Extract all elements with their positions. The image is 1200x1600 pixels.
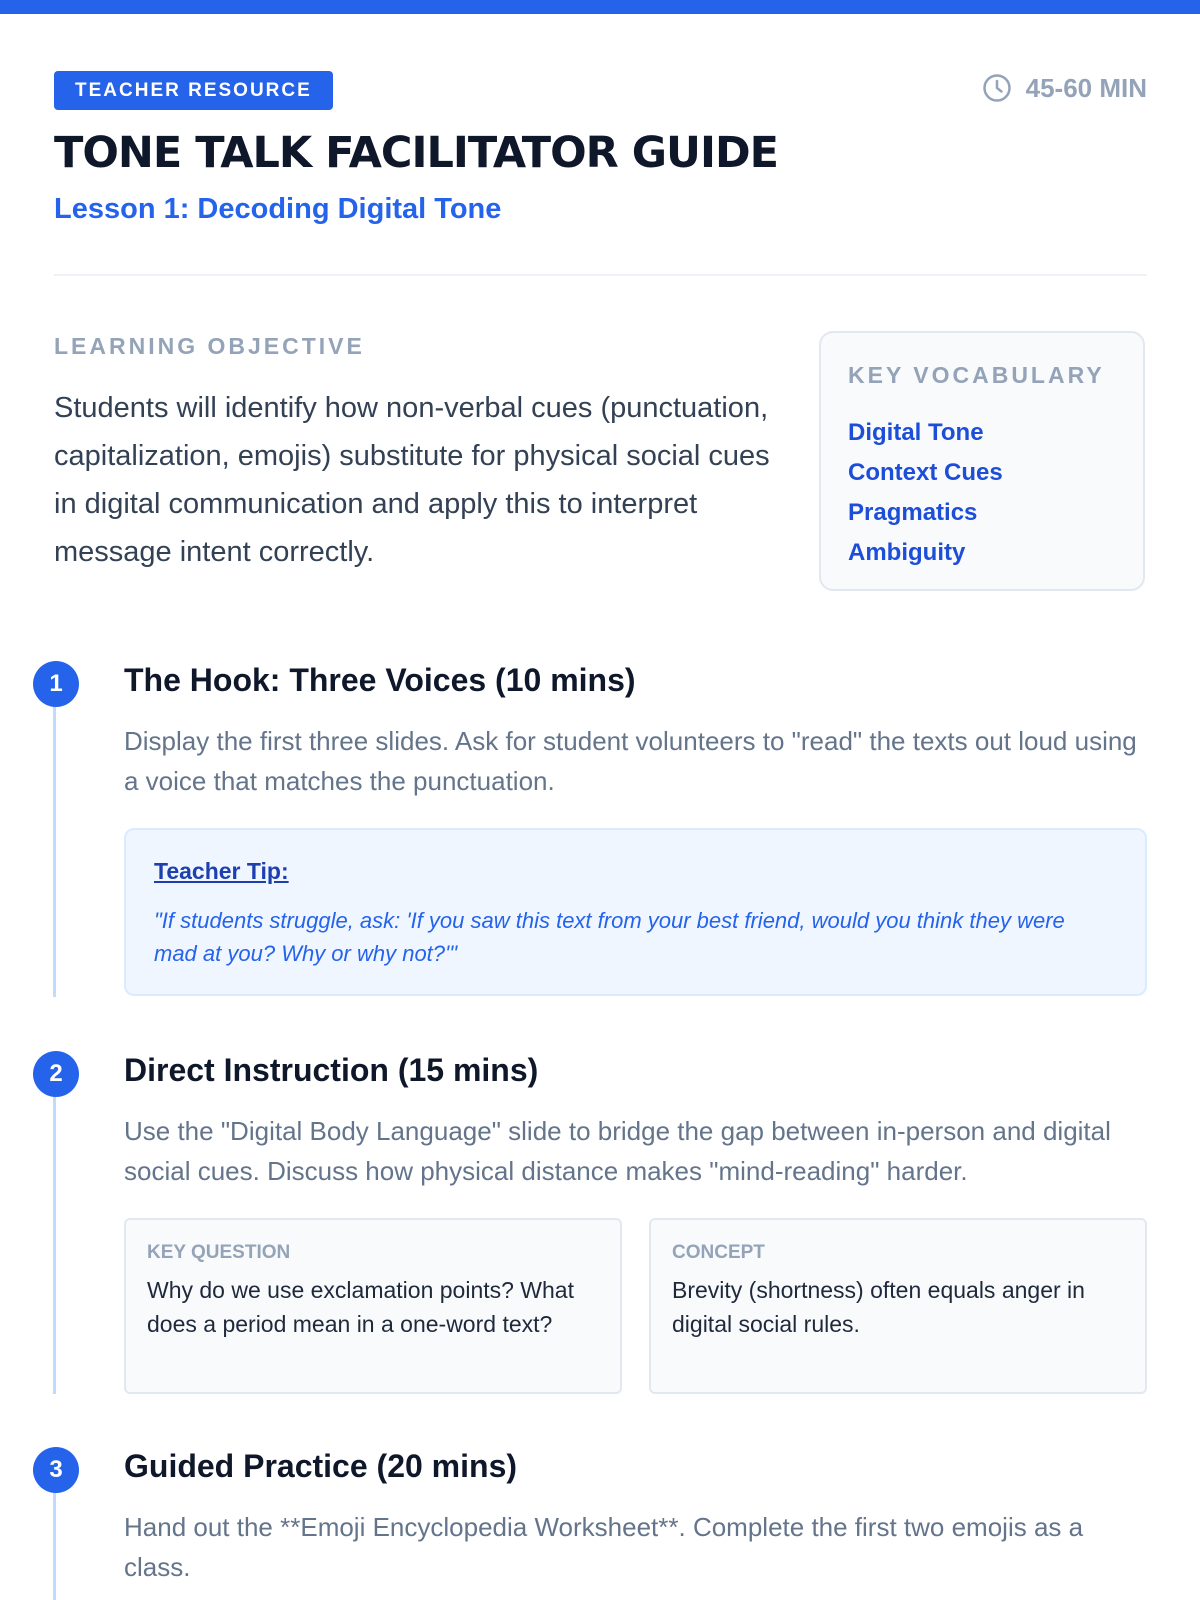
vocabulary-list <box>848 413 1003 573</box>
card-label: KEY QUESTION <box>147 1242 291 1263</box>
vocabulary-item: Digital Tone <box>848 419 984 446</box>
teacher-tip-label: Teacher Tip: <box>154 858 289 884</box>
teacher-tip-text: "If students struggle, ask: 'If you saw this text from your best friend, would you think they were mad at you? Why or why not?'" <box>154 908 1065 966</box>
timeline-line <box>53 692 56 997</box>
vocabulary-label: KEY VOCABULARY <box>848 362 1105 388</box>
teacher-tip-box <box>124 828 1147 996</box>
step-description: Use the "Digital Body Language" slide to bridge the gap between in-person and digital social cues. Discuss how physical distance makes "mind-reading" harder. <box>124 1116 1111 1186</box>
step-number-badge: 1 <box>33 661 79 707</box>
page-title: TONE TALK FACILITATOR GUIDE <box>54 128 779 178</box>
vocabulary-item: Ambiguity <box>848 539 966 566</box>
duration-indicator <box>982 70 1147 106</box>
step-title: Direct Instruction (15 mins) <box>124 1052 539 1088</box>
clock-icon <box>982 73 1012 103</box>
card-text: Why do we use exclamation points? What does a period mean in a one-word text? <box>147 1277 574 1337</box>
timeline-line <box>53 1478 56 1600</box>
vocabulary-item: Context Cues <box>848 459 1003 486</box>
step-title: Guided Practice (20 mins) <box>124 1448 518 1484</box>
step-description: Hand out the **Emoji Encyclopedia Worksheet**. Complete the first two emojis as a class. <box>124 1512 1084 1582</box>
step-number-badge: 2 <box>33 1051 79 1097</box>
header-divider <box>54 274 1147 276</box>
key-question-card <box>124 1218 622 1394</box>
timeline-line <box>53 1082 56 1394</box>
resource-badge: TEACHER RESOURCE <box>54 71 333 110</box>
concept-card <box>649 1218 1147 1394</box>
step-description: Display the first three slides. Ask for student volunteers to "read" the texts out loud using a voice that matches the punctuation. <box>124 726 1137 796</box>
vocabulary-box <box>819 331 1145 591</box>
vocabulary-item: Pragmatics <box>848 499 978 526</box>
card-text: Brevity (shortness) often equals anger in digital social rules. <box>672 1277 1085 1337</box>
top-accent-bar <box>0 0 1200 14</box>
duration-text: 45-60 MIN <box>1025 72 1147 103</box>
card-label: CONCEPT <box>672 1242 765 1263</box>
lesson-subtitle: Lesson 1: Decoding Digital Tone <box>54 193 502 225</box>
objective-text: Students will identify how non-verbal cues (punctuation, capitalization, emojis) substitute for physical social cues in digital communication and apply this to interpret message intent correctly. <box>54 392 770 568</box>
objective-label: LEARNING OBJECTIVE <box>54 333 365 359</box>
step-number-badge: 3 <box>33 1447 79 1493</box>
step-title: The Hook: Three Voices (10 mins) <box>124 662 636 698</box>
